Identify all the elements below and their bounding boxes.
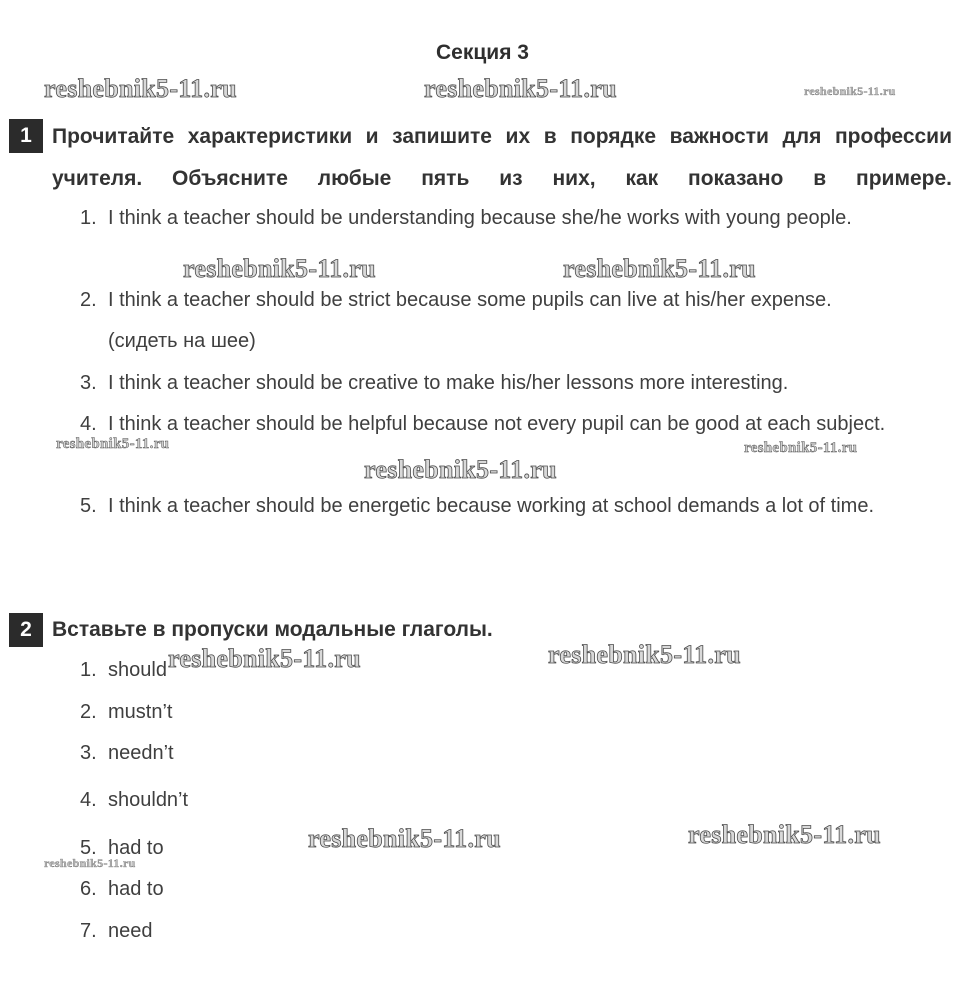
- answer-item: [80, 692, 172, 733]
- answer-text: had to: [108, 837, 164, 859]
- task-number-badge: 1: [9, 119, 43, 153]
- answer-text: need: [108, 920, 153, 942]
- list-item: [80, 280, 832, 362]
- item-text: I think a teacher should be helpful because not every pupil can be good at each subject.: [108, 413, 886, 435]
- list-item: [80, 363, 788, 404]
- item-note: (сидеть на шее): [108, 330, 256, 352]
- item-number: 3.: [80, 742, 97, 764]
- item-text: I think a teacher should be strict because some pupils can live at his/her expense.: [108, 289, 832, 311]
- item-number: 2.: [80, 701, 97, 723]
- answer-item: [80, 869, 164, 910]
- watermark: reshebnik5-11.ru: [424, 74, 617, 103]
- item-number: 1.: [80, 659, 97, 681]
- task-instruction: Прочитайте характеристики и запишите их в порядке важности для профессии учителя. Объясните любые пять из них, как показано в примере.: [52, 125, 952, 190]
- answer-item: [80, 733, 174, 774]
- item-number: 7.: [80, 920, 97, 942]
- task-instruction: Вставьте в пропуски модальные глаголы.: [52, 618, 493, 641]
- answer-text: mustn’t: [108, 701, 173, 723]
- item-number: 1.: [80, 207, 97, 229]
- item-number: 2.: [80, 289, 97, 311]
- answer-text: had to: [108, 878, 164, 900]
- watermark: reshebnik5-11.ru: [688, 820, 881, 849]
- watermark: reshebnik5-11.ru: [44, 74, 237, 103]
- item-number: 3.: [80, 372, 97, 394]
- answer-item: [80, 650, 167, 691]
- watermark: reshebnik5-11.ru: [56, 436, 170, 452]
- watermark: reshebnik5-11.ru: [364, 455, 557, 484]
- watermark: reshebnik5-11.ru: [308, 824, 501, 853]
- list-item: [80, 404, 952, 445]
- item-number: 5.: [80, 837, 97, 859]
- answer-text: should: [108, 659, 167, 681]
- answer-text: needn’t: [108, 742, 174, 764]
- item-text: I think a teacher should be creative to make his/her lessons more interesting.: [108, 372, 789, 394]
- watermark: reshebnik5-11.ru: [563, 254, 756, 283]
- item-number: 4.: [80, 413, 97, 435]
- section-title: Секция 3: [436, 41, 529, 64]
- list-item: [80, 198, 952, 239]
- answer-text: shouldn’t: [108, 789, 189, 811]
- item-text: I think a teacher should be energetic because working at school demands a lot of time.: [108, 495, 875, 517]
- item-number: 6.: [80, 878, 97, 900]
- watermark: reshebnik5-11.ru: [744, 440, 858, 456]
- watermark: reshebnik5-11.ru: [548, 640, 741, 669]
- item-number: 4.: [80, 789, 97, 811]
- answer-item: [80, 780, 188, 821]
- watermark: reshebnik5-11.ru: [804, 84, 896, 98]
- item-number: 5.: [80, 495, 97, 517]
- list-item: [80, 486, 952, 527]
- item-text: I think a teacher should be understanding because she/he works with young people.: [108, 207, 852, 229]
- watermark: reshebnik5-11.ru: [183, 254, 376, 283]
- answer-item: [80, 911, 153, 952]
- watermark: reshebnik5-11.ru: [44, 856, 136, 870]
- task-number-badge: 2: [9, 613, 43, 647]
- watermark: reshebnik5-11.ru: [168, 644, 361, 673]
